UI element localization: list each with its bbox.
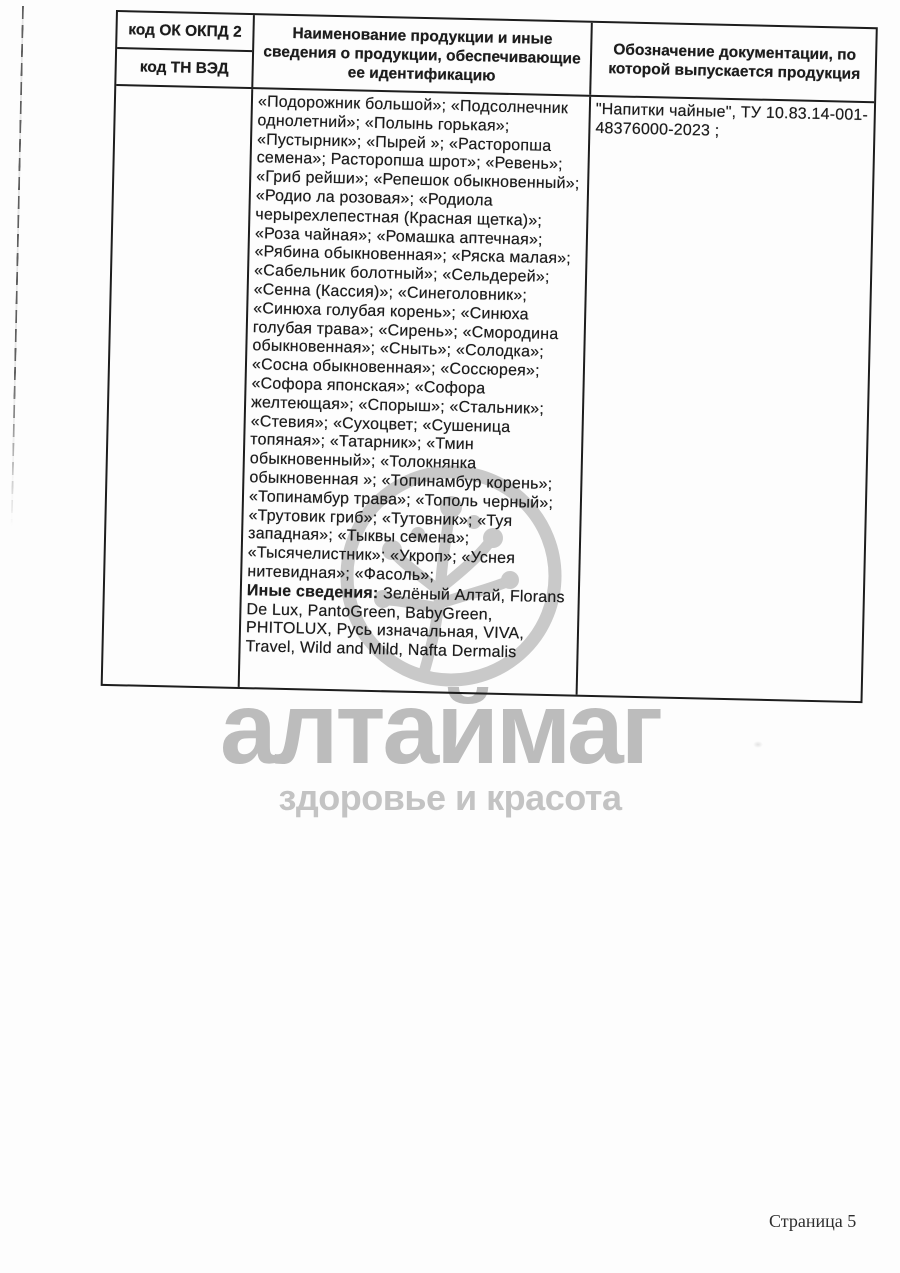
products-cell xyxy=(238,89,589,695)
header-product-name-cell: Наименование продукции и иные сведения о продукции, обеспечивающие ее идентификацию xyxy=(251,15,591,95)
codes-cell-empty xyxy=(103,86,252,687)
document-table xyxy=(101,10,878,703)
other-info-line xyxy=(245,582,575,665)
header-codes-column xyxy=(116,12,253,87)
documentation-cell: "Напитки чайные", ТУ 10.83.14-001-48376000-2023 ; xyxy=(576,97,876,701)
header-documentation-cell: Обозначение документации, по которой выпускается продукция xyxy=(589,23,878,101)
scan-speck-artifact xyxy=(753,741,763,748)
header-okpd2-cell: код ОК ОКПД 2 xyxy=(117,12,253,52)
brand-tagline: здоровье и красота xyxy=(278,777,622,818)
other-info-text: Зелёный Алтай, Florans De Lux, PantoGreen, BabyGreen, PHITOLUX, Русь изначальная, VIVA, Travel, Wild and Mild, Nafta Dermalis xyxy=(245,584,565,662)
brand-wordmark: алтаймаг xyxy=(220,671,661,785)
header-tnved-cell: код ТН ВЭД xyxy=(139,58,229,78)
table-body-row xyxy=(103,86,874,701)
other-info-label: Иные сведения: xyxy=(246,581,379,602)
scan-crease-artifact xyxy=(11,6,24,526)
page-number: Страница 5 xyxy=(769,1211,857,1231)
products-list: «Подорожник большой»; «Подсолнечник однолетний»; «Полынь горькая»; «Пустырник»; «Пырей »; «Расторопша семена»; Расторопша шрот»; «Ревень»; «Гриб рейши»; «Репешок обыкновенный»; «Родио ла розовая»; «Родиола черырехлепестная (Красная щетка)»; «Роза чайная»; «Ромашка аптечная»; «Рябина обыкновенная»; «Ряска малая»; «Сабельник болотный»; «Сельдерей»; «Сенна (Кассия)»; «Синеголовник»; «Синюха голубая корень»; «Синюха голубая трава»; «Сирень»; «Смородина обыкновенная»; «Сныть»; «Солодка»; «Сосна обыкновенная»; «Соссюрея»; «Софора японская»; «Софора желтеющая»; «Спорыш»; «Стальник»; «Стевия»; «Сухоцвет; «Сушеница топяная»; «Татарник»; «Тмин обыкновенный»; «Толокнянка обыкновенная »; «Топинамбур корень»; «Топинамбур трава»; «Тополь черный»; «Трутовик гриб»; «Тутовник»; «Туя западная»; «Тыквы семена»; «Тысячелистник»; «Укроп»; «Уснея нитевидная»; «Фасоль»; xyxy=(247,93,580,585)
